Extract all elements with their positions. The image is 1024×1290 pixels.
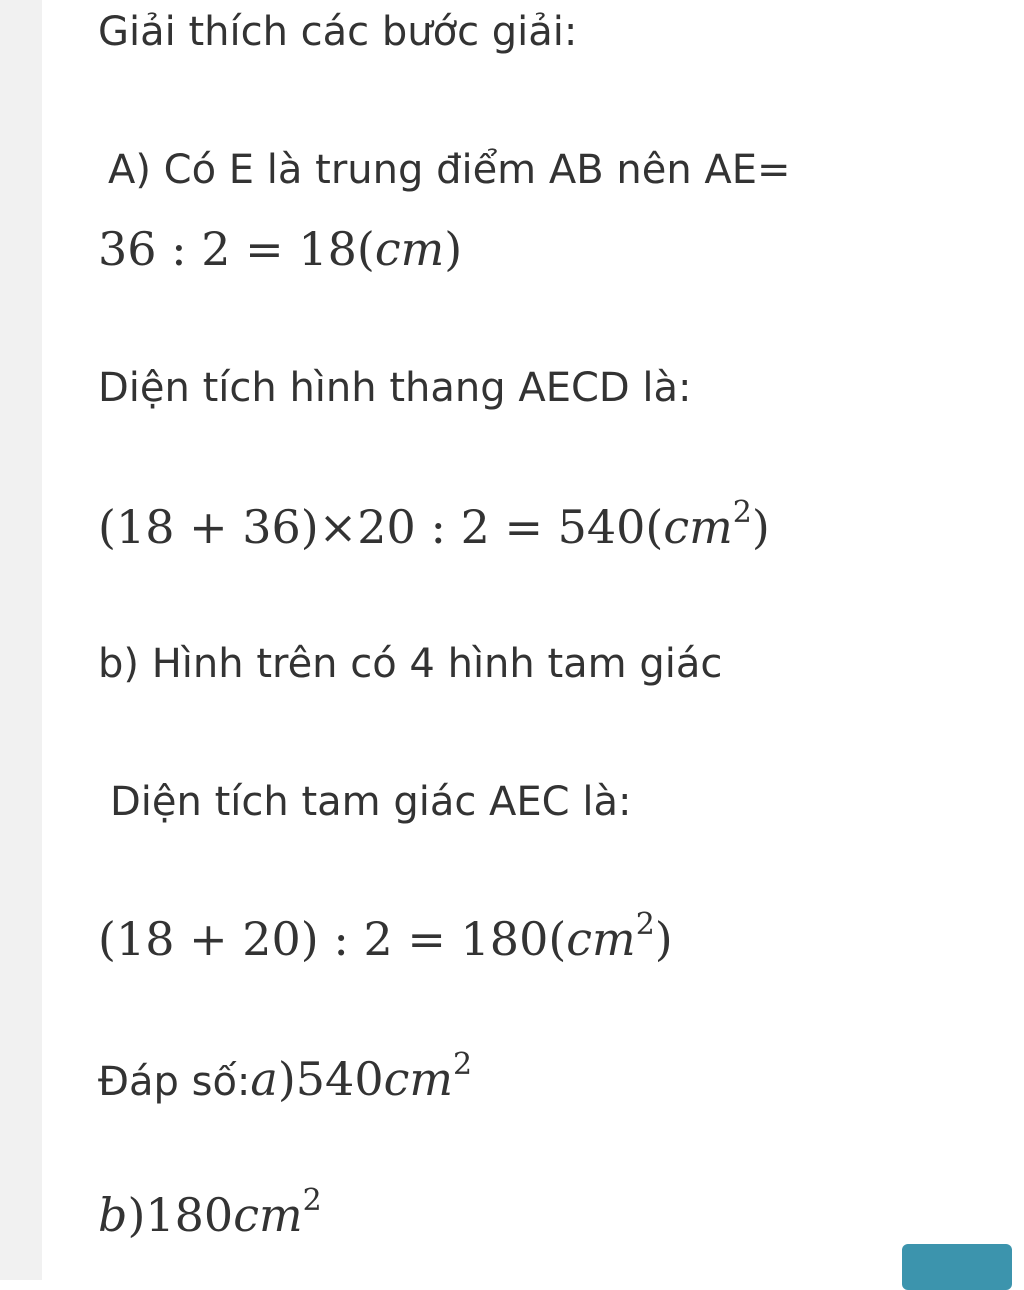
trapezoid-calc-close: ) (751, 500, 770, 554)
triangle-area-calculation (98, 907, 673, 966)
final-answer-label: Đáp số: (98, 1059, 251, 1105)
trapezoid-area-calculation (98, 495, 770, 554)
triangle-calc-expr: (18 + 20) : 2 = 180( (98, 912, 567, 966)
final-answer-b (98, 1183, 322, 1242)
triangle-area-label: Diện tích tam giác AEC là: (110, 779, 632, 825)
answer-b-value: )180 (127, 1188, 234, 1242)
answer-a-exponent: 2 (452, 1047, 473, 1082)
trapezoid-calc-exponent: 2 (732, 495, 752, 530)
trapezoid-calc-unit: cm (663, 500, 733, 554)
answer-a-value: )540 (277, 1052, 384, 1106)
trapezoid-area-label: Diện tích hình thang AECD là: (98, 365, 692, 411)
answer-b-unit: cm (233, 1188, 303, 1242)
answer-a-letter: a (250, 1052, 278, 1106)
trapezoid-calc-expr: (18 + 36)×20 : 2 = 540( (98, 500, 664, 554)
triangle-calc-exponent: 2 (635, 907, 655, 942)
answer-a-unit: cm (383, 1052, 453, 1106)
ae-calculation-expr: 36 : 2 = 18( (98, 222, 375, 276)
corner-action-button[interactable] (902, 1244, 1012, 1290)
answer-b-letter: b (98, 1188, 128, 1242)
left-gutter (0, 0, 42, 1280)
triangle-calc-unit: cm (566, 912, 636, 966)
ae-calculation-close: ) (444, 222, 463, 276)
part-a-intro: A) Có E là trung điểm AB nên AE= (108, 147, 791, 193)
ae-calculation (98, 222, 463, 276)
triangle-calc-close: ) (654, 912, 673, 966)
part-b-intro: b) Hình trên có 4 hình tam giác (98, 641, 723, 687)
solution-heading: Giải thích các bước giải: (98, 9, 578, 55)
final-answer-a (98, 1047, 473, 1106)
ae-calculation-unit: cm (374, 222, 445, 276)
answer-b-exponent: 2 (302, 1183, 322, 1218)
